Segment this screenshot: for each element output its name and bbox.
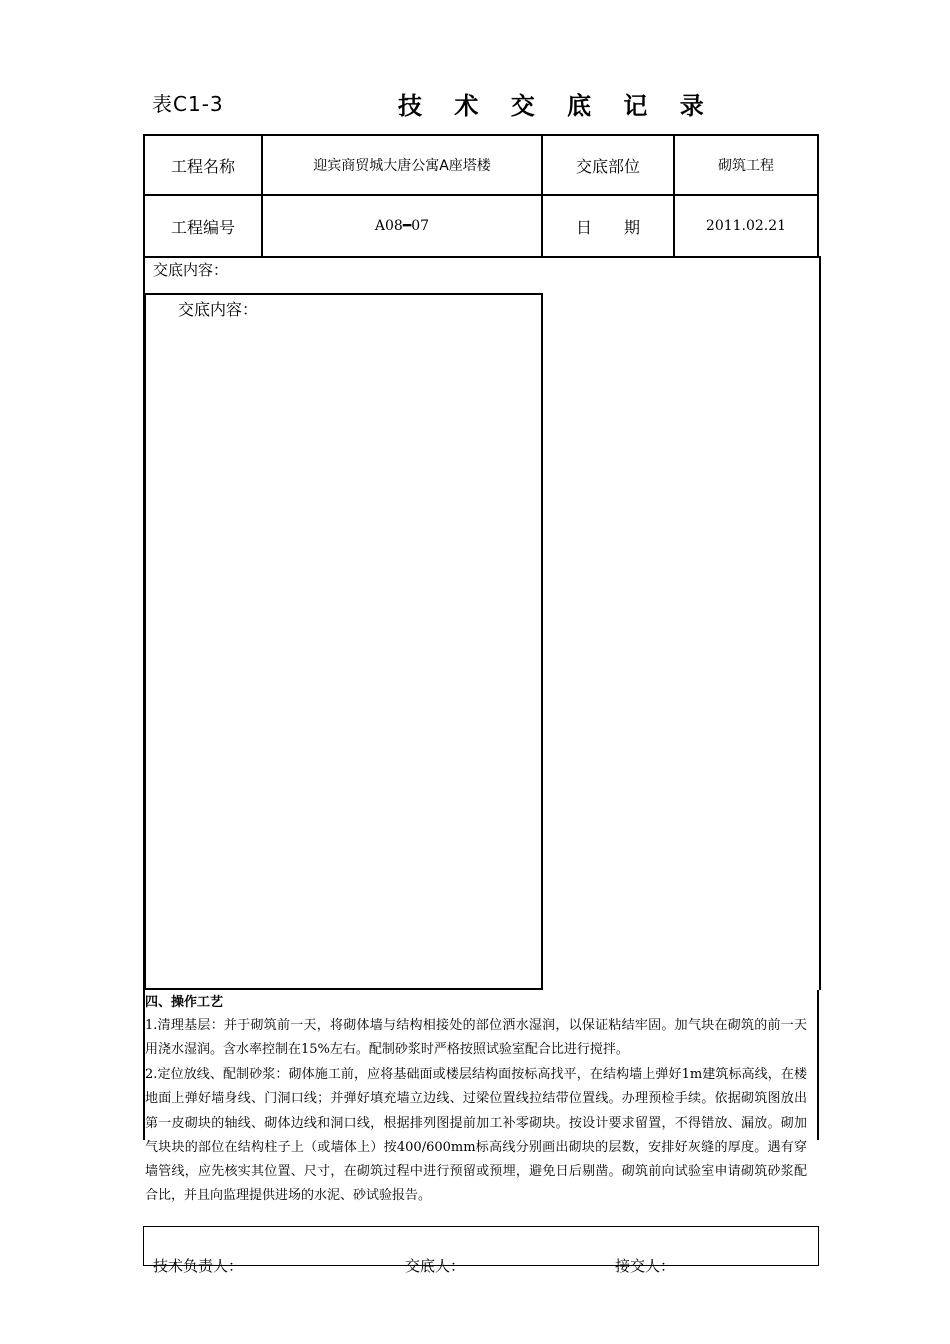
- frame-right-border: [817, 990, 819, 1140]
- operation-section-title: 四、操作工艺: [145, 995, 224, 1010]
- date-label: 日 期: [542, 195, 674, 257]
- project-no-label: 工程编号: [144, 195, 262, 257]
- date-value: 2011.02.21: [674, 195, 818, 257]
- content-label: 交底内容：: [153, 261, 229, 279]
- project-no-value: A08━07: [262, 195, 542, 257]
- location-label: 交底部位: [542, 135, 674, 195]
- signature-box: [143, 1226, 819, 1266]
- page-title: 技 术 交 底 记 录: [398, 92, 716, 120]
- project-name-value: 迎宾商贸城大唐公寓A座塔楼: [262, 135, 542, 195]
- discloser-signature-label: 交底人：: [405, 1257, 466, 1275]
- inner-content-label: 交底内容：: [178, 300, 259, 319]
- project-name-label: 工程名称: [144, 135, 262, 195]
- operation-step-1: 1.清理基层：并于砌筑前一天，将砌体墙与结构相接处的部位洒水湿润，以保证粘结牢固。加气块在砌筑的前一天用浇水湿润。含水率控制在15%左右。配制砂浆时严格按照试验室配合比进行搅拌。: [145, 1018, 807, 1058]
- form-code: 表C1-3: [152, 92, 224, 116]
- project-info-table: [143, 134, 819, 258]
- receiver-signature-label: 接交人：: [615, 1257, 676, 1275]
- operation-step-2: 2.定位放线、配制砂浆：砌体施工前，应将基础面或楼层结构面按标高找平，在结构墙上弹好1m建筑标高线，在楼地面上弹好墙身线、门洞口线；并弹好填充墙立边线、过梁位置线拉结带位置线。办理预检手续。依据砌筑图放出第一皮砌块的轴线、砌体边线和洞口线，根据排列图提前加工补零砌块。按设计要求留置，不得错放、漏放。砌加气块块的部位在结构柱子上（或墙体上）按400/600mm标高线分别画出砌块的层数，安排好灰缝的厚度。遇有穿墙管线，应先核实其位置、尺寸，在砌筑过程中进行预留或预埋，避免日后剔凿。砌筑前向试验室申请砌筑砂浆配合比，并且向监理提供进场的水泥、砂试验报告。: [145, 1067, 807, 1204]
- inner-content-box: [144, 293, 543, 990]
- location-value: 砌筑工程: [674, 135, 818, 195]
- tech-lead-signature-label: 技术负责人：: [153, 1257, 244, 1275]
